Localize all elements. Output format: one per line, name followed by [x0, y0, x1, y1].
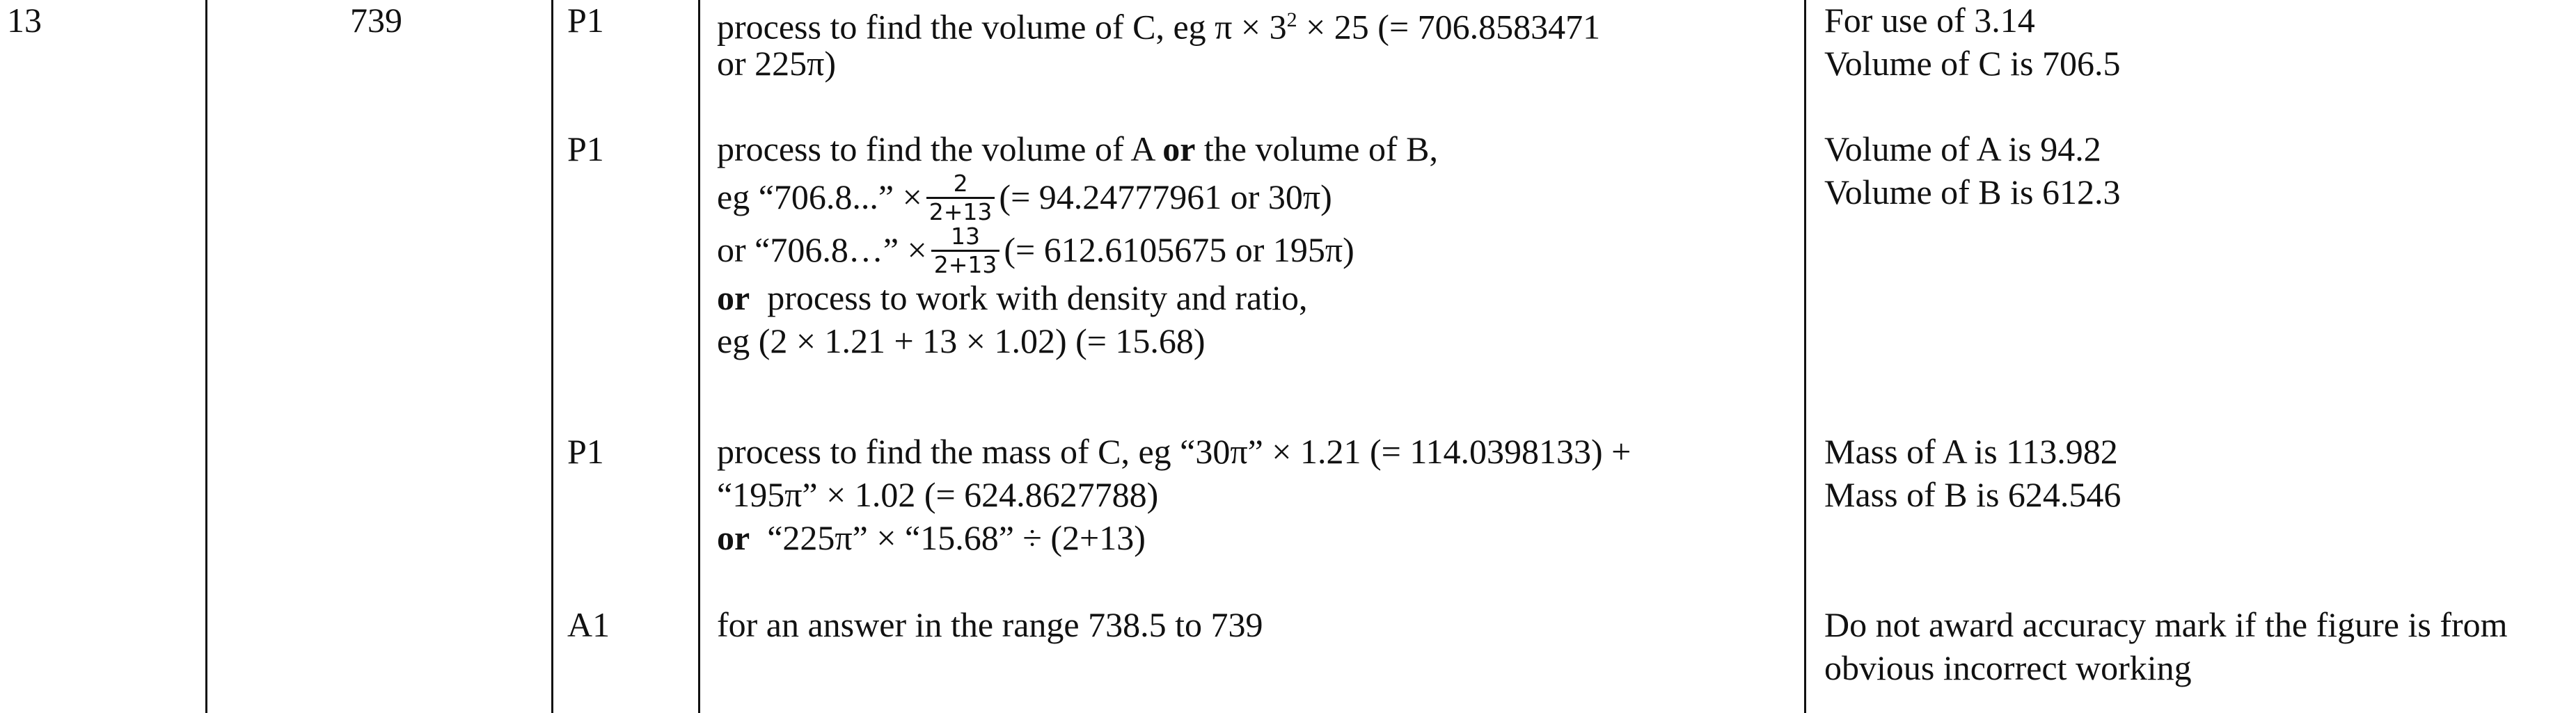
- fraction: $\frac{2}{2+13}$: [926, 170, 995, 225]
- working-text: for an answer in the range 738.5 to 739: [717, 605, 1263, 644]
- column-divider-2: [551, 0, 553, 713]
- question-number: 13: [7, 1, 42, 40]
- mark-code: P1: [567, 432, 604, 471]
- mark-code: P1: [567, 1, 604, 40]
- guidance-notes: Mass of A is 113.982 Mass of B is 624.546: [1824, 432, 2121, 514]
- column-divider-1: [205, 0, 207, 713]
- guidance-notes: For use of 3.14 Volume of C is 706.5: [1824, 1, 2121, 83]
- guidance-notes: Volume of A is 94.2 Volume of B is 612.3: [1824, 129, 2121, 211]
- mark-code: A1: [567, 605, 610, 644]
- mark-code: P1: [567, 129, 604, 168]
- guidance-notes: Do not award accuracy mark if the figure is from obvious incorrect working: [1824, 605, 2508, 687]
- column-divider-3: [698, 0, 700, 713]
- fraction: $\frac{13}{2+13}$: [931, 223, 1000, 278]
- working-text: process to find the volume of A or the volume of B, eg “706.8...” × $\frac{2}{2+13}$ (= 94.24777961 or 30π) or “706.8…” × $\frac{13}{2+13}$ (= 612.6105675 or 195π) or process to work with density and ratio, eg (2 × 1.21 + 13 × 1.02) (= 15.68): [717, 129, 1438, 360]
- working-text: process to find the volume of C, eg $\pi \times 3^2 \times 25$ (= 706.8583471 or 225π): [717, 7, 1601, 83]
- answer-value: 739: [350, 1, 402, 40]
- column-divider-4: [1804, 0, 1806, 713]
- working-text: process to find the mass of C, eg “30π” × 1.21 (= 114.0398133) + “195π” × 1.02 (= 624.8627788) or “225π” × “15.68” ÷ (2+13): [717, 432, 1631, 557]
